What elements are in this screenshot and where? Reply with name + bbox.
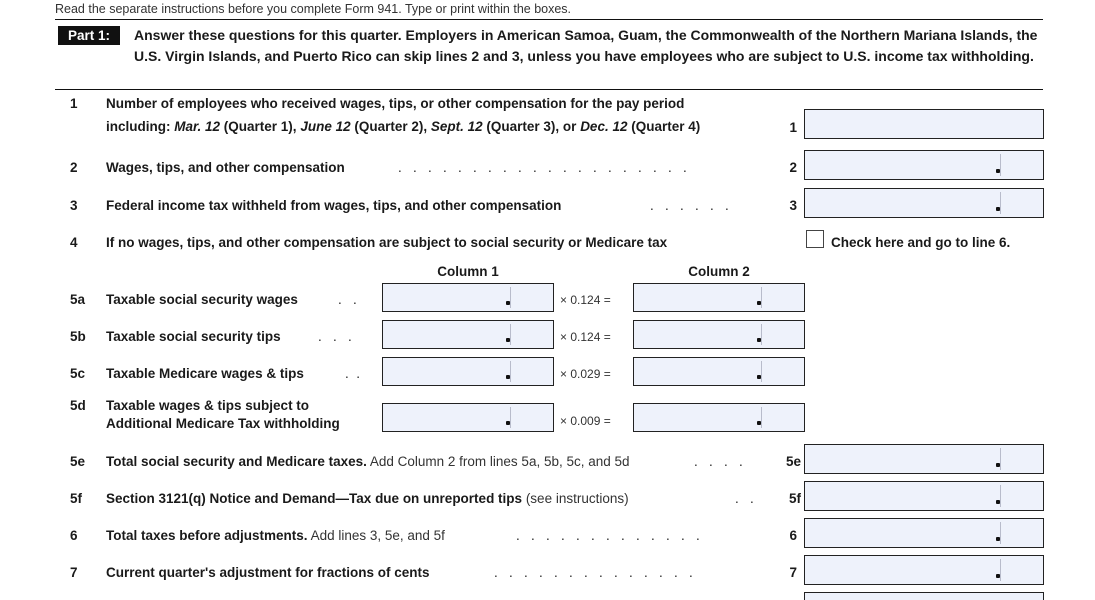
quarter-1-date: Mar. 12 bbox=[174, 119, 221, 134]
line-2-number: 2 bbox=[70, 160, 78, 175]
line-3-ref: 3 bbox=[789, 198, 797, 213]
line-7-description: Current quarter's adjustment for fractions of cents bbox=[106, 565, 430, 580]
form-instructions-note: Read the separate instructions before you complete Form 941. Type or print within the boxes. bbox=[55, 2, 572, 16]
line-1-employee-count-input[interactable] bbox=[804, 109, 1044, 139]
line-5d-rate: × 0.009 = bbox=[560, 414, 611, 428]
line-5d-number: 5d bbox=[70, 398, 86, 413]
line-5a-rate: × 0.124 = bbox=[560, 293, 611, 307]
line-5f-description: Section 3121(q) Notice and Demand—Tax due on unreported tips (see instructions) bbox=[106, 491, 629, 506]
line-2-wages-input[interactable] bbox=[804, 150, 1044, 180]
line-4-check-label: Check here and go to line 6. bbox=[831, 235, 1011, 250]
line-5b-column-1-input[interactable] bbox=[382, 320, 554, 349]
line-5c-column-1-input[interactable] bbox=[382, 357, 554, 386]
line-5f-tax-due-input[interactable] bbox=[804, 481, 1044, 511]
line-5e-description: Total social security and Medicare taxes. Add Column 2 from lines 5a, 5b, 5c, and 5d bbox=[106, 454, 630, 469]
line-7-number: 7 bbox=[70, 565, 78, 580]
line-2-leader-dots: . . . . . . . . . . . . . . . . . . . . bbox=[398, 160, 687, 175]
line-5a-description: Taxable social security wages bbox=[106, 292, 298, 307]
line-1-ref: 1 bbox=[789, 120, 797, 135]
line-5c-description: Taxable Medicare wages & tips bbox=[106, 366, 304, 381]
top-rule bbox=[55, 19, 1043, 20]
line-5b-column-2-input[interactable] bbox=[633, 320, 805, 349]
line-5b-leader-dots: . . . bbox=[318, 329, 352, 344]
quarter-3-date: Sept. 12 bbox=[430, 119, 483, 134]
line-5e-leader-dots: . . . . bbox=[694, 454, 743, 469]
line-5b-number: 5b bbox=[70, 329, 86, 344]
line-6-description: Total taxes before adjustments. Add lines 3, 5e, and 5f bbox=[106, 528, 445, 543]
line-4-description: If no wages, tips, and other compensation are subject to social security or Medicare tax bbox=[106, 235, 668, 250]
line-5c-number: 5c bbox=[70, 366, 86, 381]
line-7-ref: 7 bbox=[789, 565, 797, 580]
line-5e-ref: 5e bbox=[785, 454, 801, 469]
line-8-input-partial[interactable] bbox=[804, 592, 1044, 600]
line-3-number: 3 bbox=[70, 198, 78, 213]
line-5f-leader-dots: . . bbox=[735, 491, 754, 506]
line-5a-leader-dots: . . bbox=[338, 292, 357, 307]
line-5b-description: Taxable social security tips bbox=[106, 329, 281, 344]
line-5e-number: 5e bbox=[70, 454, 86, 469]
line-5a-column-1-input[interactable] bbox=[382, 283, 554, 312]
line-5a-column-2-input[interactable] bbox=[633, 283, 805, 312]
line-5c-leader-dots: . . bbox=[345, 366, 361, 381]
line-7-adjustment-input[interactable] bbox=[804, 555, 1044, 585]
part-1-title: Answer these questions for this quarter. Employers in American Samoa, Guam, the Commonwealth of the Northern Mariana Islands, the U.S. Virgin Islands, and Puerto Rico can skip lines 2 and 3, unless you have employees who are subject to U.S. income tax withholding. bbox=[134, 27, 1038, 64]
line-6-leader-dots: . . . . . . . . . . . . . bbox=[516, 528, 700, 543]
part-1-label: Part 1: bbox=[58, 26, 120, 45]
line-1-description-b: including: Mar. 12 (Quarter 1), June 12 (Quarter 2), Sept. 12 (Quarter 3), or Dec. 12 (Quarter 4) bbox=[106, 119, 701, 134]
quarter-2-date: June 12 bbox=[300, 119, 351, 134]
line-3-income-tax-input[interactable] bbox=[804, 188, 1044, 218]
line-5d-description-a: Taxable wages & tips subject to bbox=[106, 398, 310, 413]
column-2-header: Column 2 bbox=[688, 264, 750, 279]
line-5e-total-input[interactable] bbox=[804, 444, 1044, 474]
quarter-4-date: Dec. 12 bbox=[580, 119, 628, 134]
line-6-total-taxes-input[interactable] bbox=[804, 518, 1044, 548]
line-5c-rate: × 0.029 = bbox=[560, 367, 611, 381]
line-3-description: Federal income tax withheld from wages, tips, and other compensation bbox=[106, 198, 562, 213]
line-5b-rate: × 0.124 = bbox=[560, 330, 611, 344]
line-5d-column-1-input[interactable] bbox=[382, 403, 554, 432]
line-1-description-a: Number of employees who received wages, tips, or other compensation for the pay period bbox=[106, 96, 685, 111]
line-3-leader-dots: . . . . . . bbox=[650, 198, 729, 213]
line-7-leader-dots: . . . . . . . . . . . . . . bbox=[494, 565, 693, 580]
line-5f-ref: 5f bbox=[788, 491, 801, 506]
column-1-header: Column 1 bbox=[437, 264, 499, 279]
line-4-checkbox[interactable] bbox=[806, 230, 824, 248]
line-4-number: 4 bbox=[70, 235, 78, 250]
part-rule bbox=[55, 89, 1043, 90]
line-5f-number: 5f bbox=[70, 491, 83, 506]
line-2-ref: 2 bbox=[789, 160, 797, 175]
line-6-ref: 6 bbox=[789, 528, 797, 543]
line-5d-column-2-input[interactable] bbox=[633, 403, 805, 432]
line-5c-column-2-input[interactable] bbox=[633, 357, 805, 386]
line-5d-description-b: Additional Medicare Tax withholding bbox=[106, 416, 340, 431]
line-2-description: Wages, tips, and other compensation bbox=[106, 160, 345, 175]
line-5a-number: 5a bbox=[70, 292, 86, 307]
line-1-number: 1 bbox=[70, 96, 78, 111]
line-6-number: 6 bbox=[70, 528, 78, 543]
